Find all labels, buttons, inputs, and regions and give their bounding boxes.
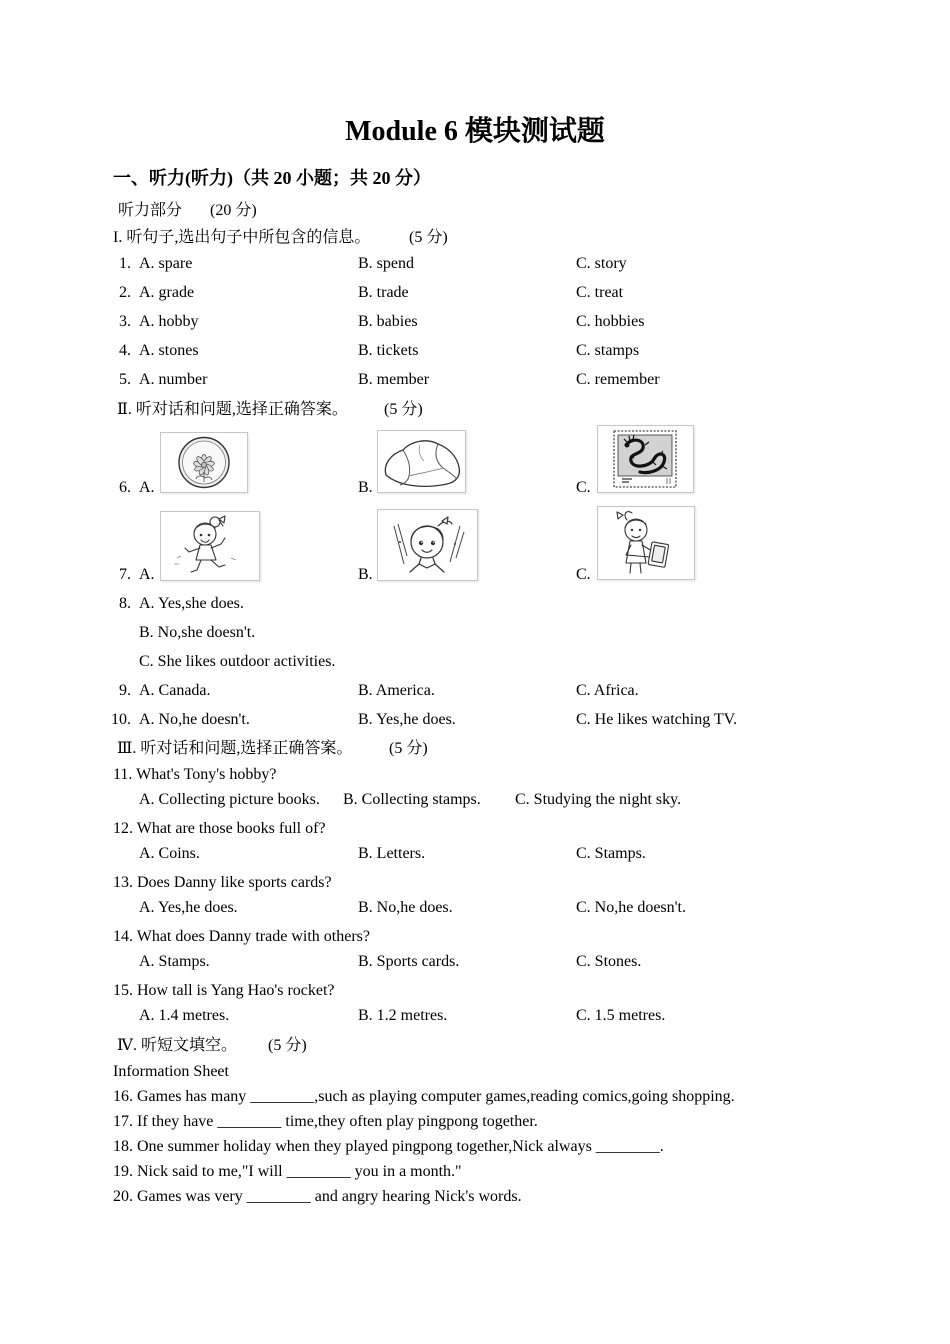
question-14-options — [0, 952, 950, 972]
option-a: A. Yes,she does. — [139, 595, 244, 612]
question-13-options — [0, 898, 950, 918]
option-c: C. hobbies — [576, 313, 645, 330]
question-number: 7. — [119, 566, 131, 583]
option-b: B. babies — [358, 313, 418, 330]
question-12-options — [0, 844, 950, 864]
question-5 — [0, 370, 950, 390]
question-number: 10. — [111, 711, 131, 728]
option-c: C. remember — [576, 371, 660, 388]
question-11-stem-line — [0, 765, 950, 785]
option-a: A. hobby — [139, 313, 199, 330]
option-b: B. Sports cards. — [358, 953, 460, 970]
question-12-stem-line — [0, 819, 950, 839]
question-number: 9. — [119, 682, 131, 699]
question-number: 2. — [119, 284, 131, 301]
listening-part-line — [0, 201, 950, 221]
question-stem: 15. How tall is Yang Hao's rocket? — [113, 982, 335, 999]
option-b: B. spend — [358, 255, 414, 272]
option-b: B. — [358, 479, 373, 496]
question-stem: 12. What are those books full of? — [113, 820, 326, 837]
question-number: 4. — [119, 342, 131, 359]
fill-blank-sentence: 16. Games has many ________,such as playing computer games,reading comics,going shopping. — [113, 1088, 735, 1105]
part3-score: (5 分) — [389, 740, 428, 757]
option-c: C. treat — [576, 284, 624, 301]
part3-heading: Ⅲ. 听对话和问题,选择正确答案。 — [117, 740, 353, 757]
question-8 — [0, 594, 950, 614]
information-sheet-title-line — [0, 1062, 950, 1082]
question-10 — [0, 710, 950, 730]
part1-heading-line — [0, 228, 950, 248]
option-a: A. grade — [139, 284, 195, 301]
option-c: C. — [576, 566, 591, 583]
option-a: A. Coins. — [139, 845, 200, 862]
page-title: Module 6 模块测试题 — [345, 116, 605, 147]
question-9 — [0, 681, 950, 701]
option-c: C. Africa. — [576, 682, 639, 699]
option-c: C. story — [576, 255, 627, 272]
option-c: C. Stones. — [576, 953, 642, 970]
option-b: B. Letters. — [358, 845, 426, 862]
question-number: 5. — [119, 371, 131, 388]
option-a: A. Canada. — [139, 682, 211, 699]
part3-heading-line — [0, 739, 950, 759]
option-a: A. Stamps. — [139, 953, 210, 970]
option-a: A. spare — [139, 255, 193, 272]
fill-item-18 — [0, 1137, 950, 1157]
listening-part-label: 听力部分 — [118, 202, 183, 219]
option-c: C. No,he doesn't. — [576, 899, 686, 916]
question-15-options — [0, 1006, 950, 1026]
part2-heading: Ⅱ. 听对话和问题,选择正确答案。 — [117, 401, 348, 418]
option-a: A. Collecting picture books. — [139, 791, 320, 808]
part1-score: (5 分) — [409, 229, 448, 246]
question-8-option-c-line — [0, 652, 950, 672]
fill-blank-sentence: 19. Nick said to me,"I will ________ you in a month." — [113, 1163, 462, 1180]
option-a: A. stones — [139, 342, 199, 359]
option-c: C. He likes watching TV. — [576, 711, 738, 728]
option-c: C. Studying the night sky. — [515, 791, 682, 808]
option-b: B. member — [358, 371, 430, 388]
fill-item-16 — [0, 1087, 950, 1107]
question-number: 1. — [119, 255, 131, 272]
option-a: A. Yes,he does. — [139, 899, 238, 916]
question-7 — [0, 565, 950, 585]
part1-heading: I. 听句子,选出句子中所包含的信息。 — [113, 229, 371, 246]
part4-heading: Ⅳ. 听短文填空。 — [117, 1037, 237, 1054]
question-13-stem-line — [0, 873, 950, 893]
question-number: 8. — [119, 595, 131, 612]
information-sheet-title: Information Sheet — [113, 1063, 229, 1080]
question-stem: 11. What's Tony's hobby? — [113, 766, 277, 783]
part2-heading-line — [0, 400, 950, 420]
option-c: C. 1.5 metres. — [576, 1007, 666, 1024]
question-3 — [0, 312, 950, 332]
question-stem: 14. What does Danny trade with others? — [113, 928, 370, 945]
option-c: C. stamps — [576, 342, 640, 359]
option-b: B. No,she doesn't. — [139, 624, 256, 641]
section-heading: 一、听力(听力)（共 20 小题；共 20 分） — [113, 168, 431, 188]
fill-blank-sentence: 20. Games was very ________ and angry hearing Nick's words. — [113, 1188, 522, 1205]
listening-part-score: (20 分) — [210, 202, 257, 219]
option-b: B. Collecting stamps. — [343, 791, 481, 808]
option-c: C. She likes outdoor activities. — [139, 653, 336, 670]
fill-blank-sentence: 17. If they have ________ time,they often play pingpong together. — [113, 1113, 538, 1130]
fill-blank-sentence: 18. One summer holiday when they played pingpong together,Nick always ________. — [113, 1138, 664, 1155]
option-b: B. America. — [358, 682, 435, 699]
question-4 — [0, 341, 950, 361]
question-14-stem-line — [0, 927, 950, 947]
option-b: B. 1.2 metres. — [358, 1007, 448, 1024]
question-11-options — [0, 790, 950, 810]
option-b: B. No,he does. — [358, 899, 453, 916]
option-a: A. No,he doesn't. — [139, 711, 250, 728]
fill-item-20 — [0, 1187, 950, 1207]
question-1 — [0, 254, 950, 274]
part2-score: (5 分) — [384, 401, 423, 418]
part4-heading-line — [0, 1036, 950, 1056]
option-b: B. tickets — [358, 342, 419, 359]
option-b: B. Yes,he does. — [358, 711, 456, 728]
option-b: B. trade — [358, 284, 409, 301]
question-15-stem-line — [0, 981, 950, 1001]
question-8-option-b-line — [0, 623, 950, 643]
option-c: C. Stamps. — [576, 845, 646, 862]
option-a: A. — [139, 479, 155, 496]
option-a: A. — [139, 566, 155, 583]
question-6 — [0, 478, 950, 498]
option-c: C. — [576, 479, 591, 496]
fill-item-17 — [0, 1112, 950, 1132]
question-2 — [0, 283, 950, 303]
part4-score: (5 分) — [268, 1037, 307, 1054]
fill-item-19 — [0, 1162, 950, 1182]
option-a: A. number — [139, 371, 208, 388]
question-number: 6. — [119, 479, 131, 496]
question-stem: 13. Does Danny like sports cards? — [113, 874, 332, 891]
option-a: A. 1.4 metres. — [139, 1007, 230, 1024]
option-b: B. — [358, 566, 373, 583]
question-number: 3. — [119, 313, 131, 330]
